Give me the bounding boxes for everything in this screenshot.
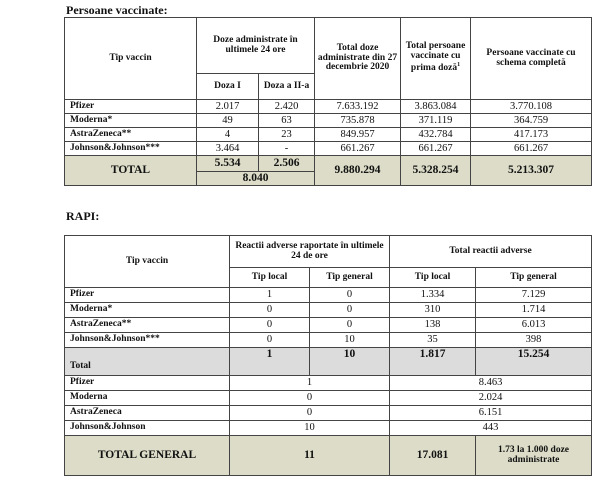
cell-complet: 661.267 [471,142,592,156]
table-row [65,100,592,114]
header-total-reactii: Total reactii adverse [390,236,592,268]
section-title-rapi: RAPI: [66,209,100,223]
cell-complet: 364.759 [471,114,592,128]
row-name: Johnson&Johnson*** [65,333,230,348]
cell-local-24h: 1 [230,288,310,303]
cell-general-24h: 10 [310,333,390,348]
total-row [65,348,592,376]
table-row [65,333,592,348]
total-doze: 9.880.294 [315,156,401,186]
cell-total-doze: 7.633.192 [315,100,401,114]
cell-local-total: 310 [390,303,476,318]
cell-total-doze: 661.267 [315,142,401,156]
row-name: Pfizer [65,376,230,391]
cell-local-24h: 0 [230,318,310,333]
total-local-24h: 1 [230,348,310,376]
cell-complet: 3.770.108 [471,100,592,114]
header-reactii-24h: Reactii adverse raportate în ultimele 24 de ore [230,236,390,268]
row-name: Johnson&Johnson [65,421,230,436]
table-row [65,318,592,333]
cell-reactii-24h: 0 [230,406,390,421]
cell-local-total: 138 [390,318,476,333]
cell-total-doze: 849.957 [315,128,401,142]
table-row [65,376,592,391]
cell-d1: 3.464 [197,142,259,156]
table-row [65,114,592,128]
cell-reactii-24h: 1 [230,376,390,391]
cell-local-total: 1.334 [390,288,476,303]
cell-d2: 63 [259,114,315,128]
table-row [65,142,592,156]
total-local-total: 1.817 [390,348,476,376]
cell-general-24h: 0 [310,303,390,318]
total-general-total: 15.254 [476,348,592,376]
row-name: AstraZeneca** [65,318,230,333]
cell-complet: 417.173 [471,128,592,142]
total-prima: 5.328.254 [401,156,471,186]
total-doze-24h-sum: 8.040 [197,172,315,186]
row-name: AstraZeneca [65,406,230,421]
header-doza-2: Doza a II-a [259,74,315,100]
cell-prima: 661.267 [401,142,471,156]
cell-reactii-total: 2.024 [390,391,592,406]
cell-reactii-24h: 0 [230,391,390,406]
cell-local-total: 35 [390,333,476,348]
total-row [65,156,592,172]
row-name: Moderna* [65,303,230,318]
cell-general-24h: 0 [310,318,390,333]
cell-general-24h: 0 [310,288,390,303]
cell-d1: 49 [197,114,259,128]
table-row [65,391,592,406]
row-name: Johnson&Johnson*** [65,142,197,156]
footnote-marker: 1 [457,62,461,69]
cell-general-total: 7.129 [476,288,592,303]
total-label: Total [65,348,230,376]
rapi-table [64,235,592,476]
cell-prima: 371.119 [401,114,471,128]
total-general-24h: 11 [230,436,390,476]
row-name: Pfizer [65,100,197,114]
total-d1: 5.534 [197,156,259,172]
header-tip-vaccin: Tip vaccin [65,18,197,100]
cell-prima: 432.784 [401,128,471,142]
header-total-prima-doza [401,18,471,100]
cell-total-doze: 735.878 [315,114,401,128]
header-tip-local-24h: Tip local [230,268,310,288]
vaccinated-table [64,17,592,186]
cell-d2: - [259,142,315,156]
total-general-24h: 10 [310,348,390,376]
row-name: AstraZeneca** [65,128,197,142]
header-schema-completa: Persoane vaccinate cu schema completă [471,18,592,100]
total-general-row [65,436,592,476]
cell-local-24h: 0 [230,303,310,318]
cell-general-total: 398 [476,333,592,348]
total-general-rate: 1.73 la 1.000 doze administrate [476,436,592,476]
row-name: Pfizer [65,288,230,303]
cell-d1: 2.017 [197,100,259,114]
cell-general-total: 6.013 [476,318,592,333]
header-doze-24h: Doze administrate în ultimele 24 ore [197,18,315,74]
cell-reactii-total: 443 [390,421,592,436]
total-label: TOTAL [65,156,197,186]
row-name: Moderna* [65,114,197,128]
total-general-total: 17.081 [390,436,476,476]
cell-d2: 23 [259,128,315,142]
cell-d2: 2.420 [259,100,315,114]
row-name: Moderna [65,391,230,406]
cell-local-24h: 0 [230,333,310,348]
header-tip-general-24h: Tip general [310,268,390,288]
header-doza-1: Doza I [197,74,259,100]
total-d2: 2.506 [259,156,315,172]
header-tip-general-total: Tip general [476,268,592,288]
table-row [65,406,592,421]
table-row [65,303,592,318]
table-row [65,128,592,142]
cell-prima: 3.863.084 [401,100,471,114]
table-row [65,288,592,303]
table-row [65,421,592,436]
cell-reactii-total: 6.151 [390,406,592,421]
cell-d1: 4 [197,128,259,142]
cell-reactii-24h: 10 [230,421,390,436]
cell-reactii-total: 8.463 [390,376,592,391]
total-complet: 5.213.307 [471,156,592,186]
total-general-label: TOTAL GENERAL [65,436,230,476]
header-tip-local-total: Tip local [390,268,476,288]
header-total-prima-doza-text: Total persoane vaccinate cu prima doză [405,41,466,74]
header-tip-vaccin: Tip vaccin [65,236,230,288]
cell-general-total: 1.714 [476,303,592,318]
section-title-vaccinated: Persoane vaccinate: [66,3,168,17]
header-total-doze: Total doze administrate din 27 decembrie 2020 [315,18,401,100]
